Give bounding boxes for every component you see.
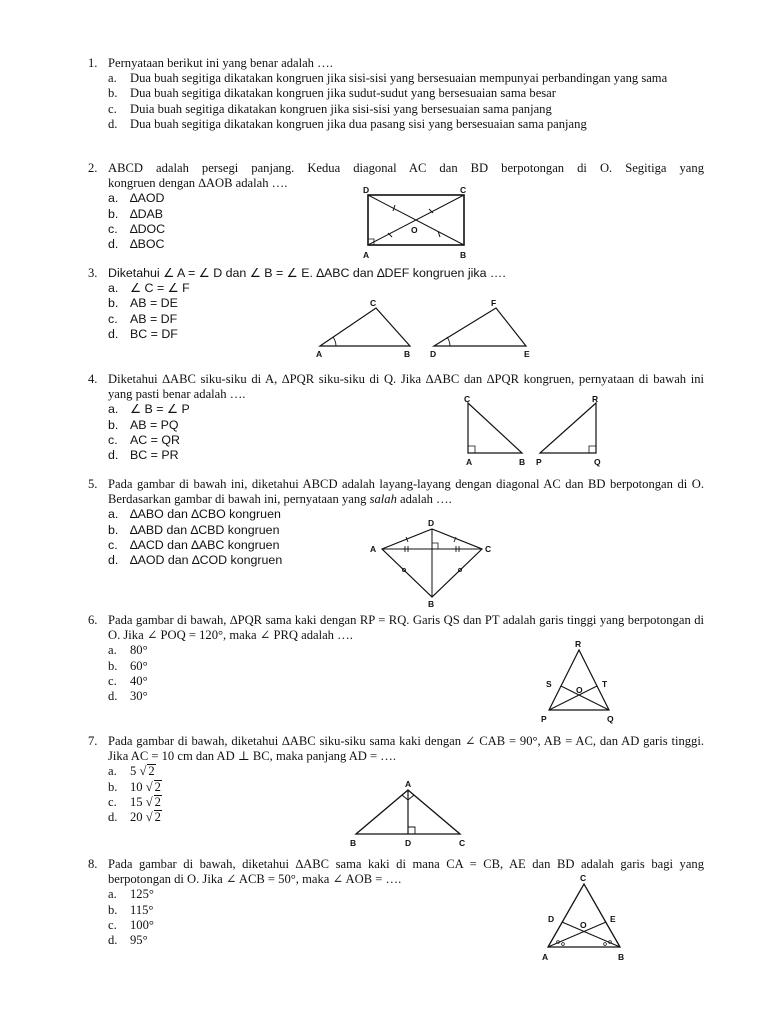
label-r: R	[575, 639, 582, 649]
label-a: A	[405, 779, 412, 789]
option-text: BC = PR	[130, 448, 179, 463]
option-letter: c.	[108, 673, 117, 688]
option-text: ∆DAB	[130, 206, 164, 221]
label-c: C	[459, 838, 466, 848]
option-letter: d.	[108, 933, 118, 948]
option-text: 60°	[130, 658, 148, 673]
label-p: P	[541, 714, 547, 724]
right-angle-mark-d	[408, 827, 415, 834]
question-number: 7.	[88, 734, 98, 748]
kite-abcd-diagram	[368, 517, 498, 609]
question-number: 6.	[88, 613, 98, 627]
option-letter: a.	[108, 281, 119, 296]
label-s: S	[546, 679, 552, 689]
label-d: D	[405, 838, 412, 848]
label-d: D	[363, 185, 370, 195]
triangle-pqr	[540, 403, 596, 453]
option-letter: d.	[108, 810, 118, 825]
label-o: O	[580, 920, 587, 930]
option-text: 95°	[130, 933, 148, 948]
option-letter: c.	[108, 537, 118, 552]
label-c: C	[464, 395, 471, 404]
question-text-line-2: kongruen dengan ∆AOB adalah ….	[108, 176, 288, 191]
option-text: ∆AOD	[130, 191, 165, 206]
option-text: AB = DE	[130, 296, 178, 311]
label-q: Q	[594, 457, 601, 467]
label-f: F	[491, 298, 497, 308]
label-b: B	[519, 457, 526, 467]
option-d	[108, 117, 704, 132]
label-b: B	[618, 952, 625, 962]
question-1	[88, 56, 704, 132]
question-text	[108, 477, 704, 507]
label-a: A	[316, 349, 323, 359]
label-r: R	[592, 395, 599, 404]
option-value: 10 √ 2	[130, 779, 161, 794]
radicand: 2	[154, 794, 161, 809]
label-q: Q	[607, 714, 614, 724]
option-letter: a.	[108, 507, 119, 522]
option-text: ∆AOD dan ∆COD kongruen	[130, 553, 283, 568]
label-b: B	[428, 599, 435, 609]
option-text: 115°	[130, 902, 154, 917]
option-text: ∆DOC	[130, 221, 166, 236]
option-value: 15 √ 2	[130, 794, 161, 809]
label-b: B	[404, 349, 411, 359]
question-4	[88, 372, 704, 463]
option-letter: d.	[108, 448, 119, 463]
option-letter: c.	[108, 794, 117, 809]
label-d: D	[430, 349, 437, 359]
altitude-pt	[549, 686, 597, 710]
question-number: 1.	[88, 56, 98, 70]
option-letter: a.	[108, 887, 117, 902]
option-c	[108, 102, 704, 117]
option-letter: b.	[108, 296, 119, 311]
option-text: AB = PQ	[130, 417, 179, 432]
label-c: C	[370, 298, 377, 308]
option-text: 100°	[130, 917, 154, 932]
options-list	[108, 71, 704, 132]
option-letter: b.	[108, 417, 119, 432]
option-a	[108, 71, 704, 86]
coefficient: 20	[130, 810, 143, 825]
option-letter: b.	[108, 206, 119, 221]
option-text: ∆ABD dan ∆CBD kongruen	[130, 522, 280, 537]
option-text: ∠ C = ∠ F	[130, 281, 190, 296]
option-a	[108, 281, 704, 296]
option-text: AB = DF	[130, 311, 178, 326]
question-text: Pada gambar di bawah, diketahui ∆ABC sama kaki di mana CA = CB, AE dan BD adalah garis bagi yang berpotongan di O. Jika ∠ ACB = 50°, maka ∠ AOB = ….	[108, 857, 704, 887]
option-letter: b.	[108, 902, 118, 917]
option-text: Dua buah segitiga dikatakan kongruen jika dua pasang sisi yang bersesuaian sama panjang	[130, 116, 587, 131]
option-a	[108, 402, 704, 417]
option-letter: a.	[108, 643, 117, 658]
option-text: ∠ B = ∠ P	[130, 402, 190, 417]
option-letter: d.	[108, 237, 119, 252]
altitude-qs	[561, 686, 609, 710]
label-p: P	[536, 457, 542, 467]
option-text: Duia buah segitiga dikatakan kongruen jika sisi-sisi yang bersesuaian sama panjang	[130, 101, 552, 116]
label-a: A	[466, 457, 473, 467]
label-c: C	[460, 185, 467, 195]
angle-mark-d	[447, 337, 450, 346]
option-letter: d.	[108, 326, 119, 341]
right-angle-mark-q	[589, 446, 596, 453]
isosceles-triangle-pqr-diagram	[535, 638, 625, 726]
radicand: 2	[154, 779, 161, 794]
question-text-part: Pada gambar di bawah ini, diketahui ABCD adalah layang-layang dengan diagonal AC dan BD berpotongan di O. Berdasarkan gambar di bawah ini, pernyataan yang	[108, 477, 704, 507]
option-b	[108, 86, 704, 101]
label-d: D	[548, 914, 555, 924]
label-e: E	[610, 914, 616, 924]
right-angle-mark-a	[468, 446, 475, 453]
label-a: A	[370, 544, 377, 554]
bisector-bd	[562, 922, 620, 947]
question-text: Diketahui ∠ A = ∠ D dan ∠ B = ∠ E. ∆ABC dan ∆DEF kongruen jika ….	[108, 266, 506, 280]
label-e: E	[524, 349, 530, 359]
rectangle-diagram	[360, 183, 472, 261]
angle-mark	[604, 943, 607, 946]
option-text: 80°	[130, 643, 148, 658]
option-letter: a.	[108, 71, 117, 86]
option-letter: b.	[108, 779, 118, 794]
option-value: 5 √ 2	[130, 764, 155, 779]
angle-mark-a	[333, 337, 336, 346]
option-text: AC = QR	[130, 432, 180, 447]
question-number: 3.	[88, 266, 98, 280]
label-d: D	[428, 518, 435, 528]
option-letter: c.	[108, 432, 118, 447]
bisector-ae	[548, 922, 606, 947]
right-triangles-abc-pqr-diagram	[460, 395, 610, 469]
coefficient: 15	[130, 794, 143, 809]
option-letter: a.	[108, 191, 119, 206]
coefficient: 10	[130, 779, 143, 794]
right-angle-mark-o	[432, 543, 438, 549]
option-letter: c.	[108, 917, 117, 932]
radicand: 2	[154, 810, 161, 825]
option-text: BC = DF	[130, 326, 178, 341]
right-isosceles-triangle-abc-diagram	[346, 776, 472, 850]
coefficient: 5	[130, 764, 137, 779]
option-b	[108, 418, 704, 433]
option-letter: c.	[108, 311, 118, 326]
option-letter: b.	[108, 86, 118, 101]
option-letter: d.	[108, 116, 118, 131]
question-text: Pada gambar di bawah, ∆PQR sama kaki dengan RP = RQ. Garis QS dan PT adalah garis tinggi yang berpotongan di O. Jika ∠ POQ = 120°, maka ∠ PRQ adalah ….	[108, 613, 704, 643]
option-d	[108, 448, 704, 463]
label-c: C	[485, 544, 492, 554]
option-letter: c.	[108, 221, 118, 236]
triangle-abc	[320, 308, 410, 346]
question-text: Diketahui ∆ABC siku-siku di A, ∆PQR siku-siku di Q. Jika ∆ABC dan ∆PQR kongruen, pernyataan di bawah ini yang pasti benar adalah ….	[108, 372, 704, 402]
label-a: A	[363, 250, 370, 260]
option-letter: b.	[108, 522, 119, 537]
options-list	[108, 402, 704, 463]
option-letter: a.	[108, 402, 119, 417]
option-text: 125°	[130, 887, 154, 902]
isosceles-triangle-abc-bisectors-diagram	[536, 872, 630, 964]
option-letter: b.	[108, 658, 118, 673]
question-text-part: adalah ….	[396, 492, 452, 507]
option-text: 30°	[130, 689, 148, 704]
option-text: 40°	[130, 673, 148, 688]
option-text: ∆ACD dan ∆ABC kongruen	[130, 537, 280, 552]
question-text: Pernyataan berikut ini yang benar adalah ….	[108, 56, 333, 70]
option-letter: c.	[108, 101, 117, 116]
label-b: B	[350, 838, 357, 848]
label-o: O	[576, 685, 583, 695]
option-value: 20 √ 2	[130, 810, 161, 825]
question-text-emphasis: salah	[369, 492, 397, 507]
triangle-def	[434, 308, 526, 346]
question-number: 4.	[88, 372, 98, 386]
question-number: 5.	[88, 477, 98, 491]
question-text-line-1: ABCD adalah persegi panjang. Kedua diagonal AC dan BD berpotongan di O. Segitiga yang	[108, 161, 704, 175]
label-c: C	[580, 873, 587, 883]
label-b: B	[460, 250, 467, 260]
option-text: ∆BOC	[130, 237, 165, 252]
angle-mark	[562, 943, 565, 946]
question-text: Pada gambar di bawah, diketahui ∆ABC siku-siku sama kaki dengan ∠ CAB = 90°, AB = AC, dan AD garis tinggi. Jika AC = 10 cm dan AD ⊥ BC, maka panjang AD = ….	[108, 734, 704, 764]
question-number: 2.	[88, 161, 98, 175]
option-letter: d.	[108, 553, 119, 568]
radicand: 2	[148, 764, 155, 779]
label-a: A	[542, 952, 549, 962]
label-t: T	[602, 679, 608, 689]
option-letter: a.	[108, 764, 117, 779]
option-text: Dua buah segitiga dikatakan kongruen jika sisi-sisi yang bersesuaian mempunyai perbandingan yang sama	[130, 71, 668, 86]
option-text: ∆ABO dan ∆CBO kongruen	[130, 507, 281, 522]
option-c	[108, 433, 704, 448]
label-o: O	[411, 225, 418, 235]
option-letter: d.	[108, 689, 118, 704]
triangle-abc	[468, 403, 522, 453]
question-number: 8.	[88, 857, 98, 871]
triangles-abc-def-diagram	[312, 296, 542, 360]
option-text: Dua buah segitiga dikatakan kongruen jika sudut-sudut yang bersesuaian sama besar	[130, 86, 556, 101]
triangle-pqr	[549, 650, 609, 710]
